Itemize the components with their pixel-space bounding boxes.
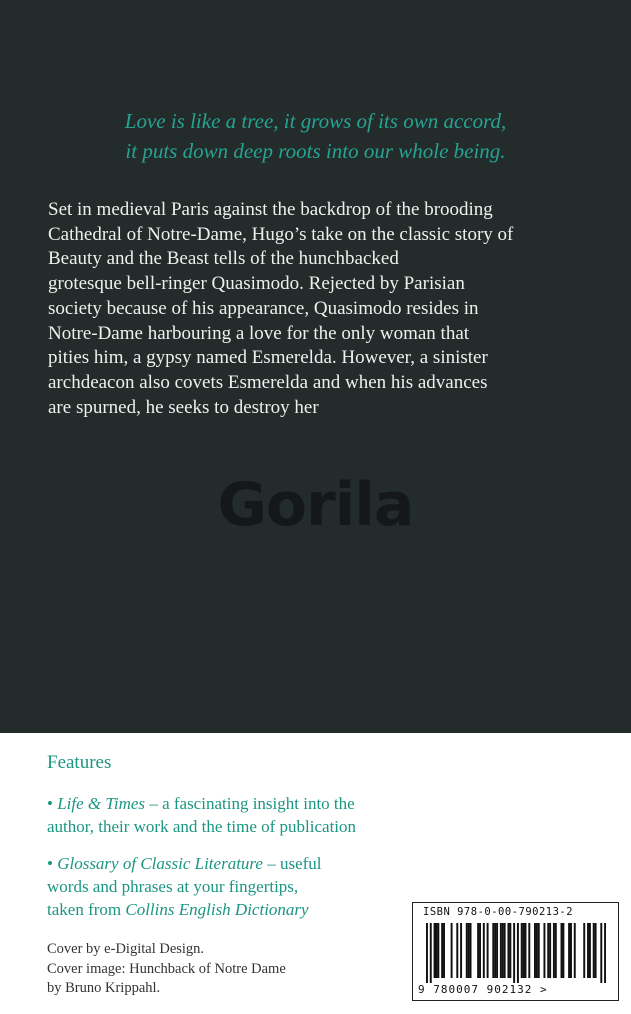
isbn-barcode-box <box>412 902 619 1001</box>
barcode-bar <box>528 923 530 978</box>
barcode-bar <box>434 923 436 978</box>
barcode-bar <box>543 923 545 978</box>
barcode-bar <box>525 923 527 978</box>
barcode-bar <box>568 923 570 978</box>
watermark-logo: Gorila <box>217 470 414 540</box>
feature-line: author, their work and the time of publication <box>47 817 357 836</box>
barcode-bar <box>460 923 462 978</box>
quote-line-2: it puts down deep roots into our whole being. <box>125 139 506 163</box>
barcode-bar <box>536 923 538 978</box>
barcode-bar <box>547 923 549 978</box>
barcode-bar <box>538 923 540 978</box>
bullet: • <box>47 854 53 873</box>
barcode-bar <box>521 923 523 978</box>
feature-name: Life & Times <box>57 794 146 813</box>
blurb-line: archdeacon also covets Esmerelda and when his advances <box>48 371 488 393</box>
feature-line <box>47 852 322 875</box>
credit-line: by Bruno Krippahl. <box>47 980 161 996</box>
barcode-bar <box>587 923 589 978</box>
barcode-bars <box>426 923 606 983</box>
barcode-bar <box>494 923 496 978</box>
credit-line: Cover image: Hunchback of Notre Dame <box>47 960 286 977</box>
barcode-bar <box>500 923 502 978</box>
barcode-bar <box>502 923 504 978</box>
barcode-bar <box>549 923 551 978</box>
feature-line <box>47 792 356 815</box>
barcode-bar <box>600 923 602 983</box>
barcode-bar <box>470 923 472 978</box>
barcode-bar <box>483 923 485 978</box>
barcode-bar <box>595 923 597 978</box>
blurb-line: grotesque bell-ringer Quasimodo. Rejected by Parisian <box>48 273 465 295</box>
barcode-bar <box>534 923 536 978</box>
feature-desc: taken from <box>47 900 126 919</box>
barcode-bar <box>604 923 606 983</box>
barcode-bar <box>492 923 494 978</box>
barcode-bar <box>451 923 453 978</box>
barcode-bar <box>468 923 470 978</box>
barcode-bar <box>426 923 428 983</box>
epigraph-quote <box>0 106 631 166</box>
feature-name: Glossary of Classic Literature <box>57 854 263 873</box>
feature-desc: – a fascinating insight into the <box>145 794 355 813</box>
barcode-bar <box>430 923 432 983</box>
barcode-bar <box>435 923 437 978</box>
barcode-bar <box>504 923 506 978</box>
ean-number: 9 780007 902132 > <box>418 983 548 996</box>
isbn-number: ISBN 978-0-00-790213-2 <box>423 906 574 918</box>
barcode-bar <box>509 923 511 978</box>
bullet: • <box>47 794 53 813</box>
barcode-bar <box>555 923 557 978</box>
barcode-bar <box>477 923 479 978</box>
features-heading: Features <box>47 752 112 773</box>
barcode-bar <box>553 923 555 978</box>
blurb-line: pities him, a gypsy named Esmerelda. However, a sinister <box>48 347 488 369</box>
blurb-text <box>48 198 618 420</box>
feature-item-life-and-times <box>47 792 356 838</box>
barcode-bar <box>443 923 445 978</box>
barcode-bar <box>523 923 525 978</box>
cover-credits <box>47 940 286 999</box>
blurb-line: are spurned, he seeks to destroy her <box>48 396 319 418</box>
barcode-bar <box>479 923 481 978</box>
barcode-bar <box>589 923 591 978</box>
quote-line-1: Love is like a tree, it grows of its own accord, <box>124 109 507 133</box>
feature-item-glossary <box>47 852 322 921</box>
barcode-bar <box>517 923 519 983</box>
blurb-line: Cathedral of Notre-Dame, Hugo’s take on the classic story of <box>48 223 514 245</box>
blurb-line: Beauty and the Beast tells of the hunchbacked <box>48 248 399 270</box>
credit-line: Cover by e-Digital Design. <box>47 941 205 957</box>
barcode-bar <box>507 923 509 978</box>
feature-line <box>47 898 322 921</box>
barcode-bar <box>583 923 585 978</box>
barcode-bar <box>487 923 489 978</box>
barcode-bar <box>441 923 443 978</box>
blurb-line: society because of his appearance, Quasimodo resides in <box>48 297 479 319</box>
feature-desc: – useful <box>262 854 322 873</box>
blurb-line: Notre-Dame harbouring a love for the only woman that <box>48 322 470 344</box>
barcode-bar <box>562 923 564 978</box>
barcode-bar <box>513 923 515 983</box>
blurb-line: Set in medieval Paris against the backdrop of the brooding <box>48 199 493 220</box>
barcode-bar <box>574 923 576 978</box>
dictionary-name: Collins English Dictionary <box>125 900 309 919</box>
feature-line: words and phrases at your fingertips, <box>47 877 299 896</box>
barcode-bar <box>593 923 595 978</box>
barcode-bar <box>496 923 498 978</box>
barcode-bar <box>456 923 458 978</box>
barcode-bar <box>561 923 563 978</box>
barcode-bar <box>570 923 572 978</box>
barcode-bar <box>437 923 439 978</box>
barcode-bar <box>466 923 468 978</box>
